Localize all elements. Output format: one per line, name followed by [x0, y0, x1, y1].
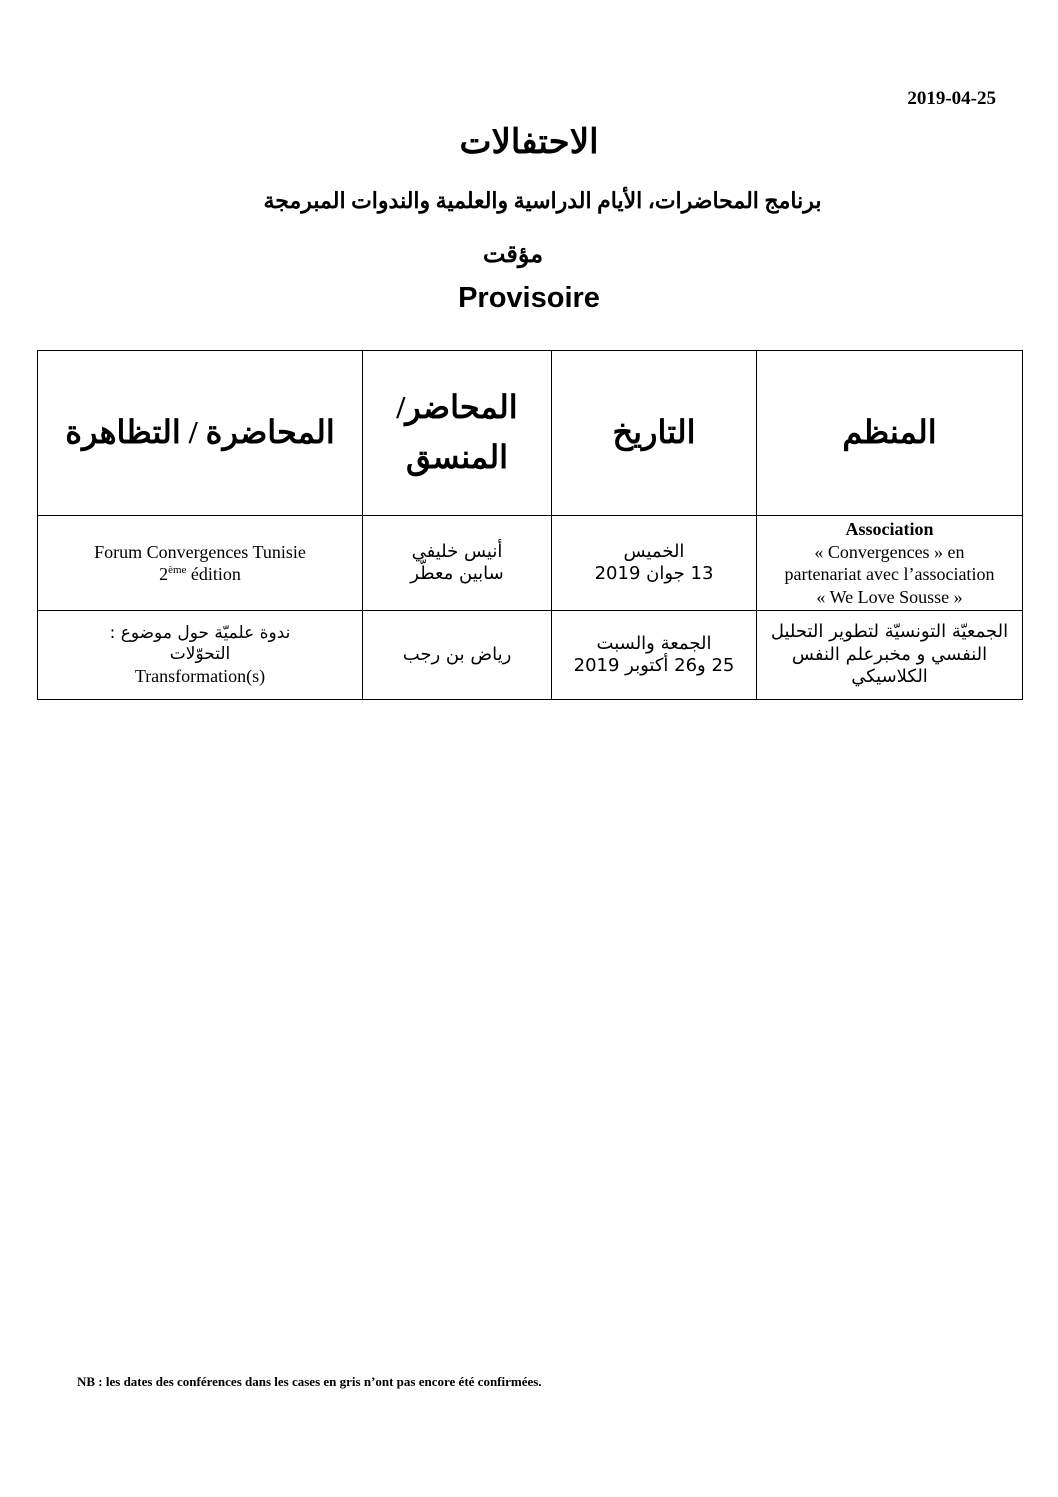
- lecture-line2: التحوّلات: [169, 643, 231, 664]
- header-date: التاريخ: [552, 351, 757, 516]
- provisional-label: Provisoire: [458, 282, 600, 314]
- lecturer-line1: أنيس خليفي: [411, 540, 503, 562]
- header-lecturer-line1: المحاضر/: [396, 389, 518, 426]
- program-table: [37, 350, 1023, 700]
- cell-date: [552, 611, 757, 700]
- organizer-line2: النفسي و مخبرعلم النفس الكلاسيكي: [791, 643, 988, 688]
- organizer-line1: الجمعيّة التونسيّة لتطوير التحليل: [770, 621, 1009, 643]
- lecture-line1: Forum Convergences Tunisie: [94, 541, 306, 562]
- organizer-line4: « We Love Sousse »: [816, 586, 963, 607]
- cell-date: [552, 516, 757, 611]
- organizer-line1: Association: [845, 519, 934, 539]
- date-line1: الخميس: [623, 540, 685, 562]
- cell-organizer: [757, 516, 1023, 611]
- lecturer-line2: سابين معطّر: [410, 563, 504, 584]
- cell-lecturer: [363, 516, 552, 611]
- organizer-line3: partenariat avec l’association: [784, 564, 995, 584]
- organizer-line2: « Convergences » en: [814, 541, 965, 562]
- document-title: الاحتفالات: [459, 124, 599, 161]
- cell-lecture: [38, 611, 363, 700]
- table-row: [38, 516, 1023, 611]
- cell-organizer: [757, 611, 1023, 700]
- header-lecturer: [363, 351, 552, 516]
- date-line2: 13 جوان 2019: [594, 563, 714, 584]
- lecture-line2: [44, 563, 356, 586]
- header-lecturer-line2: المنسق: [405, 439, 509, 475]
- edition-number: 2: [159, 564, 169, 584]
- footnote: NB : les dates des conférences dans les cases en gris n’ont pas encore été confirmées.: [77, 1374, 542, 1389]
- date-line1: الجمعة والسبت: [596, 632, 712, 654]
- lecture-line1: ندوة علميّة حول موضوع :: [109, 622, 291, 643]
- document-subtitle: برنامج المحاضرات، الأيام الدراسية والعلمية والندوات المبرمجة: [263, 188, 822, 213]
- lecture-line3: Transformation(s): [134, 666, 266, 686]
- temporary-label: مؤقت: [482, 242, 544, 268]
- cell-lecturer: رياض بن رجب: [363, 611, 552, 700]
- edition-word: édition: [186, 564, 241, 584]
- header-lecture: المحاضرة / التظاهرة: [38, 351, 363, 516]
- header-organizer: المنظم: [757, 351, 1023, 516]
- table-row: [38, 611, 1023, 700]
- edition-suffix: ème: [168, 564, 187, 576]
- document-date: 2019-04-25: [907, 88, 996, 109]
- cell-lecture: [38, 516, 363, 611]
- table-header-row: [38, 351, 1023, 516]
- date-line2: 25 و26 أكتوبر 2019: [573, 655, 735, 676]
